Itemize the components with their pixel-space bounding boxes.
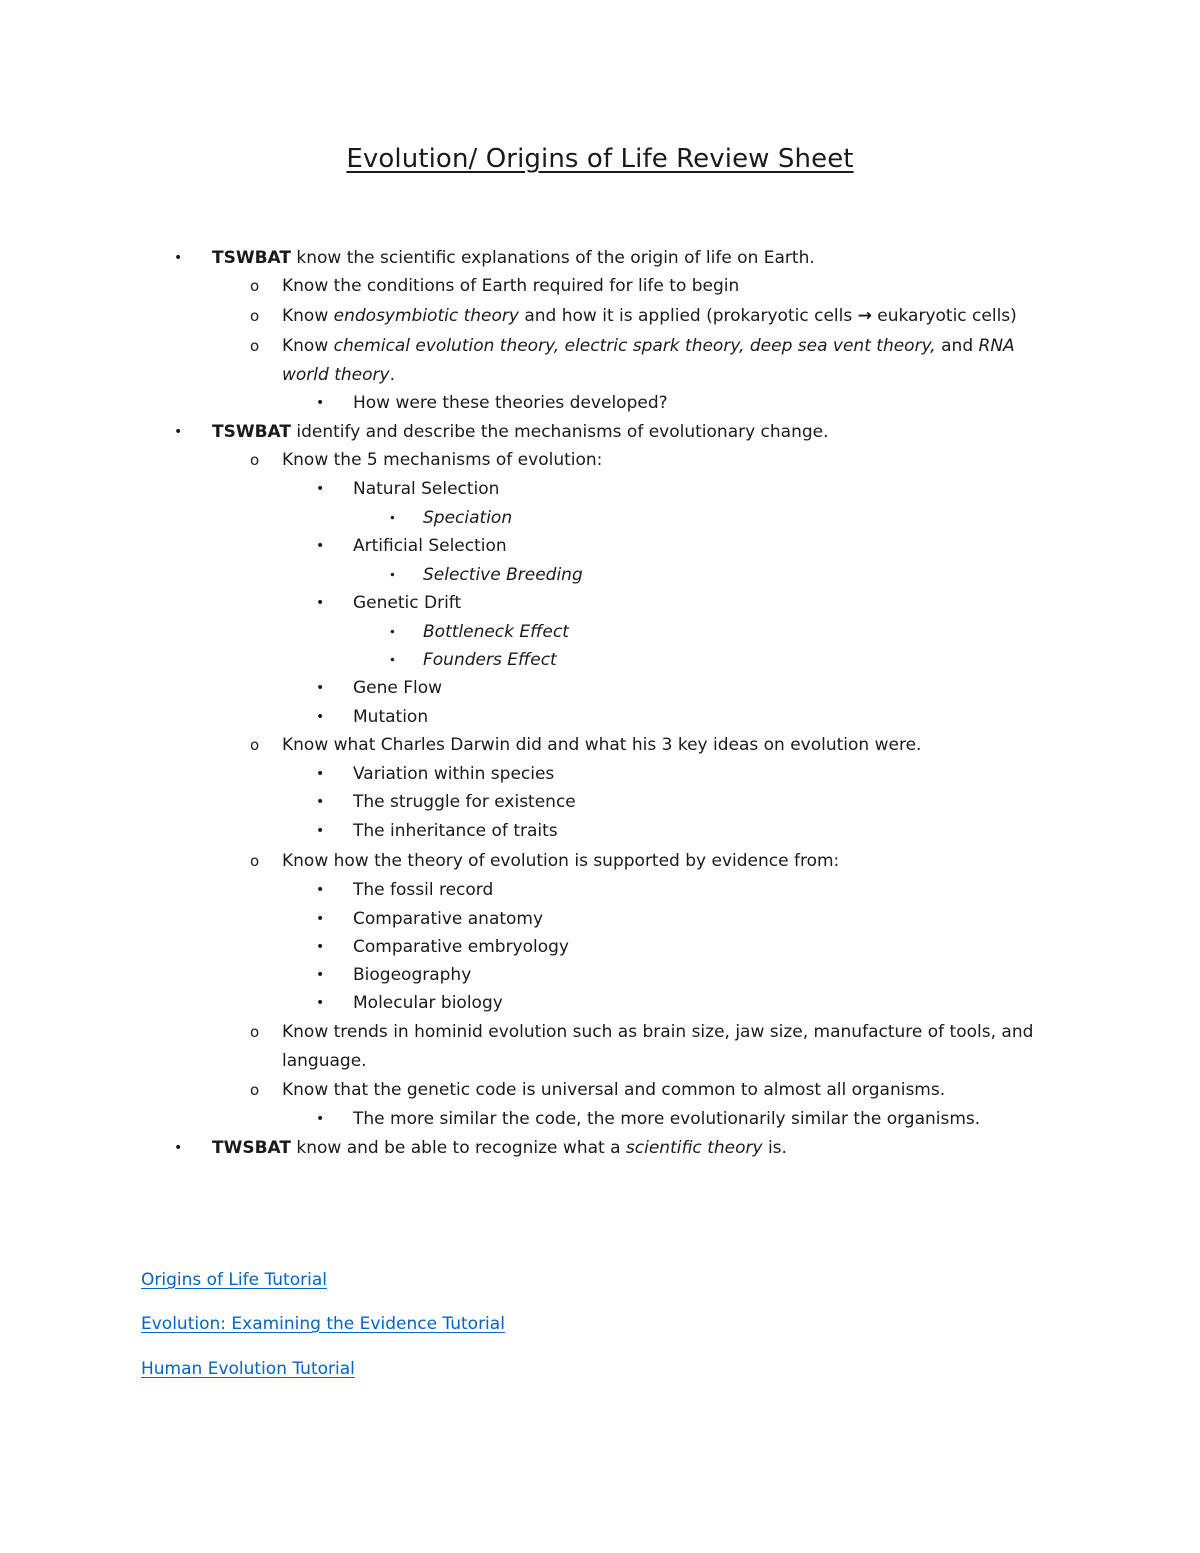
origins-of-life-tutorial-link[interactable]: Origins of Life Tutorial — [141, 1270, 327, 1290]
objective-2 — [212, 420, 829, 444]
text-segment: know and be able to recognize what a — [290, 1138, 626, 1158]
bullet-icon: • — [316, 766, 325, 782]
list-item: Mutation — [353, 707, 429, 727]
sub-bullet-icon: o — [250, 277, 260, 295]
bullet-icon: • — [316, 995, 325, 1011]
sub-bullet-icon: o — [250, 1023, 260, 1041]
list-item-theories-cont — [282, 363, 395, 387]
list-item: Know what Charles Darwin did and what his 3 key ideas on evolution were. — [282, 735, 922, 755]
list-item: Gene Flow — [353, 678, 443, 698]
text-segment: and how it is applied (prokaryotic cells — [518, 306, 858, 326]
bullet-icon: • — [316, 680, 325, 696]
list-item: Genetic Drift — [353, 593, 462, 613]
bullet-icon: • — [316, 595, 325, 611]
objective-label: TWSBAT — [212, 1138, 291, 1158]
text-segment: eukaryotic cells) — [871, 306, 1017, 326]
bullet-icon: • — [316, 709, 325, 725]
bullet-icon: • — [316, 823, 325, 839]
bullet-icon: • — [387, 652, 398, 668]
sub-bullet-icon: o — [250, 736, 260, 754]
bullet-icon: • — [316, 911, 325, 927]
objective-1 — [212, 246, 815, 270]
emphasis-text: endosymbiotic theory — [333, 306, 519, 326]
list-item: Comparative anatomy — [353, 909, 544, 929]
objective-text: identify and describe the mechanisms of evolutionary change. — [290, 422, 829, 442]
list-item-theories — [282, 334, 1015, 358]
sub-bullet-icon: o — [250, 1081, 260, 1099]
list-item: Know the conditions of Earth required for life to begin — [282, 276, 740, 296]
human-evolution-tutorial-link[interactable]: Human Evolution Tutorial — [141, 1359, 355, 1379]
bullet-icon: • — [316, 538, 325, 554]
emphasis-text: chemical evolution theory, electric spark theory, deep sea vent theory, — [333, 336, 936, 356]
text-segment: . — [389, 365, 395, 385]
list-item: The struggle for existence — [353, 792, 576, 812]
list-item: Know that the genetic code is universal and common to almost all organisms. — [282, 1080, 946, 1100]
text-segment: is. — [762, 1138, 787, 1158]
list-item: Founders Effect — [423, 650, 557, 670]
list-item: Molecular biology — [353, 993, 503, 1013]
bullet-icon: • — [316, 481, 325, 497]
bullet-icon: • — [316, 882, 325, 898]
objective-3 — [212, 1136, 787, 1160]
list-item: Comparative embryology — [353, 937, 569, 957]
bullet-icon: • — [174, 424, 183, 440]
bullet-icon: • — [174, 1140, 183, 1156]
list-item: Bottleneck Effect — [423, 622, 569, 642]
right-arrow-icon: → — [857, 306, 872, 326]
list-item: Know trends in hominid evolution such as brain size, jaw size, manufacture of tools, and — [282, 1022, 1034, 1042]
list-item: Speciation — [423, 508, 513, 528]
objective-label: TSWBAT — [212, 422, 291, 442]
bullet-icon: • — [316, 967, 325, 983]
bullet-icon: • — [316, 1111, 325, 1127]
list-item: Natural Selection — [353, 479, 500, 499]
list-item: Know the 5 mechanisms of evolution: — [282, 450, 603, 470]
emphasis-text: scientific theory — [625, 1138, 763, 1158]
evolution-evidence-tutorial-link[interactable]: Evolution: Examining the Evidence Tutorial — [141, 1314, 505, 1334]
sub-bullet-icon: o — [250, 337, 260, 355]
list-item: The more similar the code, the more evolutionarily similar the organisms. — [353, 1109, 981, 1129]
bullet-icon: • — [387, 510, 398, 526]
page-title: Evolution/ Origins of Life Review Sheet — [346, 144, 854, 174]
text-segment: Know — [282, 306, 334, 326]
objective-text: know the scientific explanations of the origin of life on Earth. — [290, 248, 815, 268]
list-item: The inheritance of traits — [353, 821, 558, 841]
bullet-icon: • — [387, 624, 398, 640]
sub-bullet-icon: o — [250, 852, 260, 870]
bullet-icon: • — [316, 939, 325, 955]
text-segment: and — [935, 336, 979, 356]
emphasis-text: world theory — [282, 365, 390, 385]
list-item: Artificial Selection — [353, 536, 507, 556]
list-item: Selective Breeding — [423, 565, 583, 585]
list-item-cont: language. — [282, 1051, 367, 1071]
list-item-endosymbiotic — [282, 304, 1017, 328]
bullet-icon: • — [316, 794, 325, 810]
sub-bullet-icon: o — [250, 307, 260, 325]
text-segment: Know — [282, 336, 334, 356]
bullet-icon: • — [387, 567, 398, 583]
bullet-icon: • — [174, 250, 183, 266]
list-item: Variation within species — [353, 764, 555, 784]
emphasis-text: RNA — [978, 336, 1015, 356]
list-item: Biogeography — [353, 965, 472, 985]
objective-label: TSWBAT — [212, 248, 291, 268]
list-item: How were these theories developed? — [353, 393, 668, 413]
list-item: Know how the theory of evolution is supported by evidence from: — [282, 851, 840, 871]
sub-bullet-icon: o — [250, 451, 260, 469]
bullet-icon: • — [316, 395, 325, 411]
list-item: The fossil record — [353, 880, 494, 900]
